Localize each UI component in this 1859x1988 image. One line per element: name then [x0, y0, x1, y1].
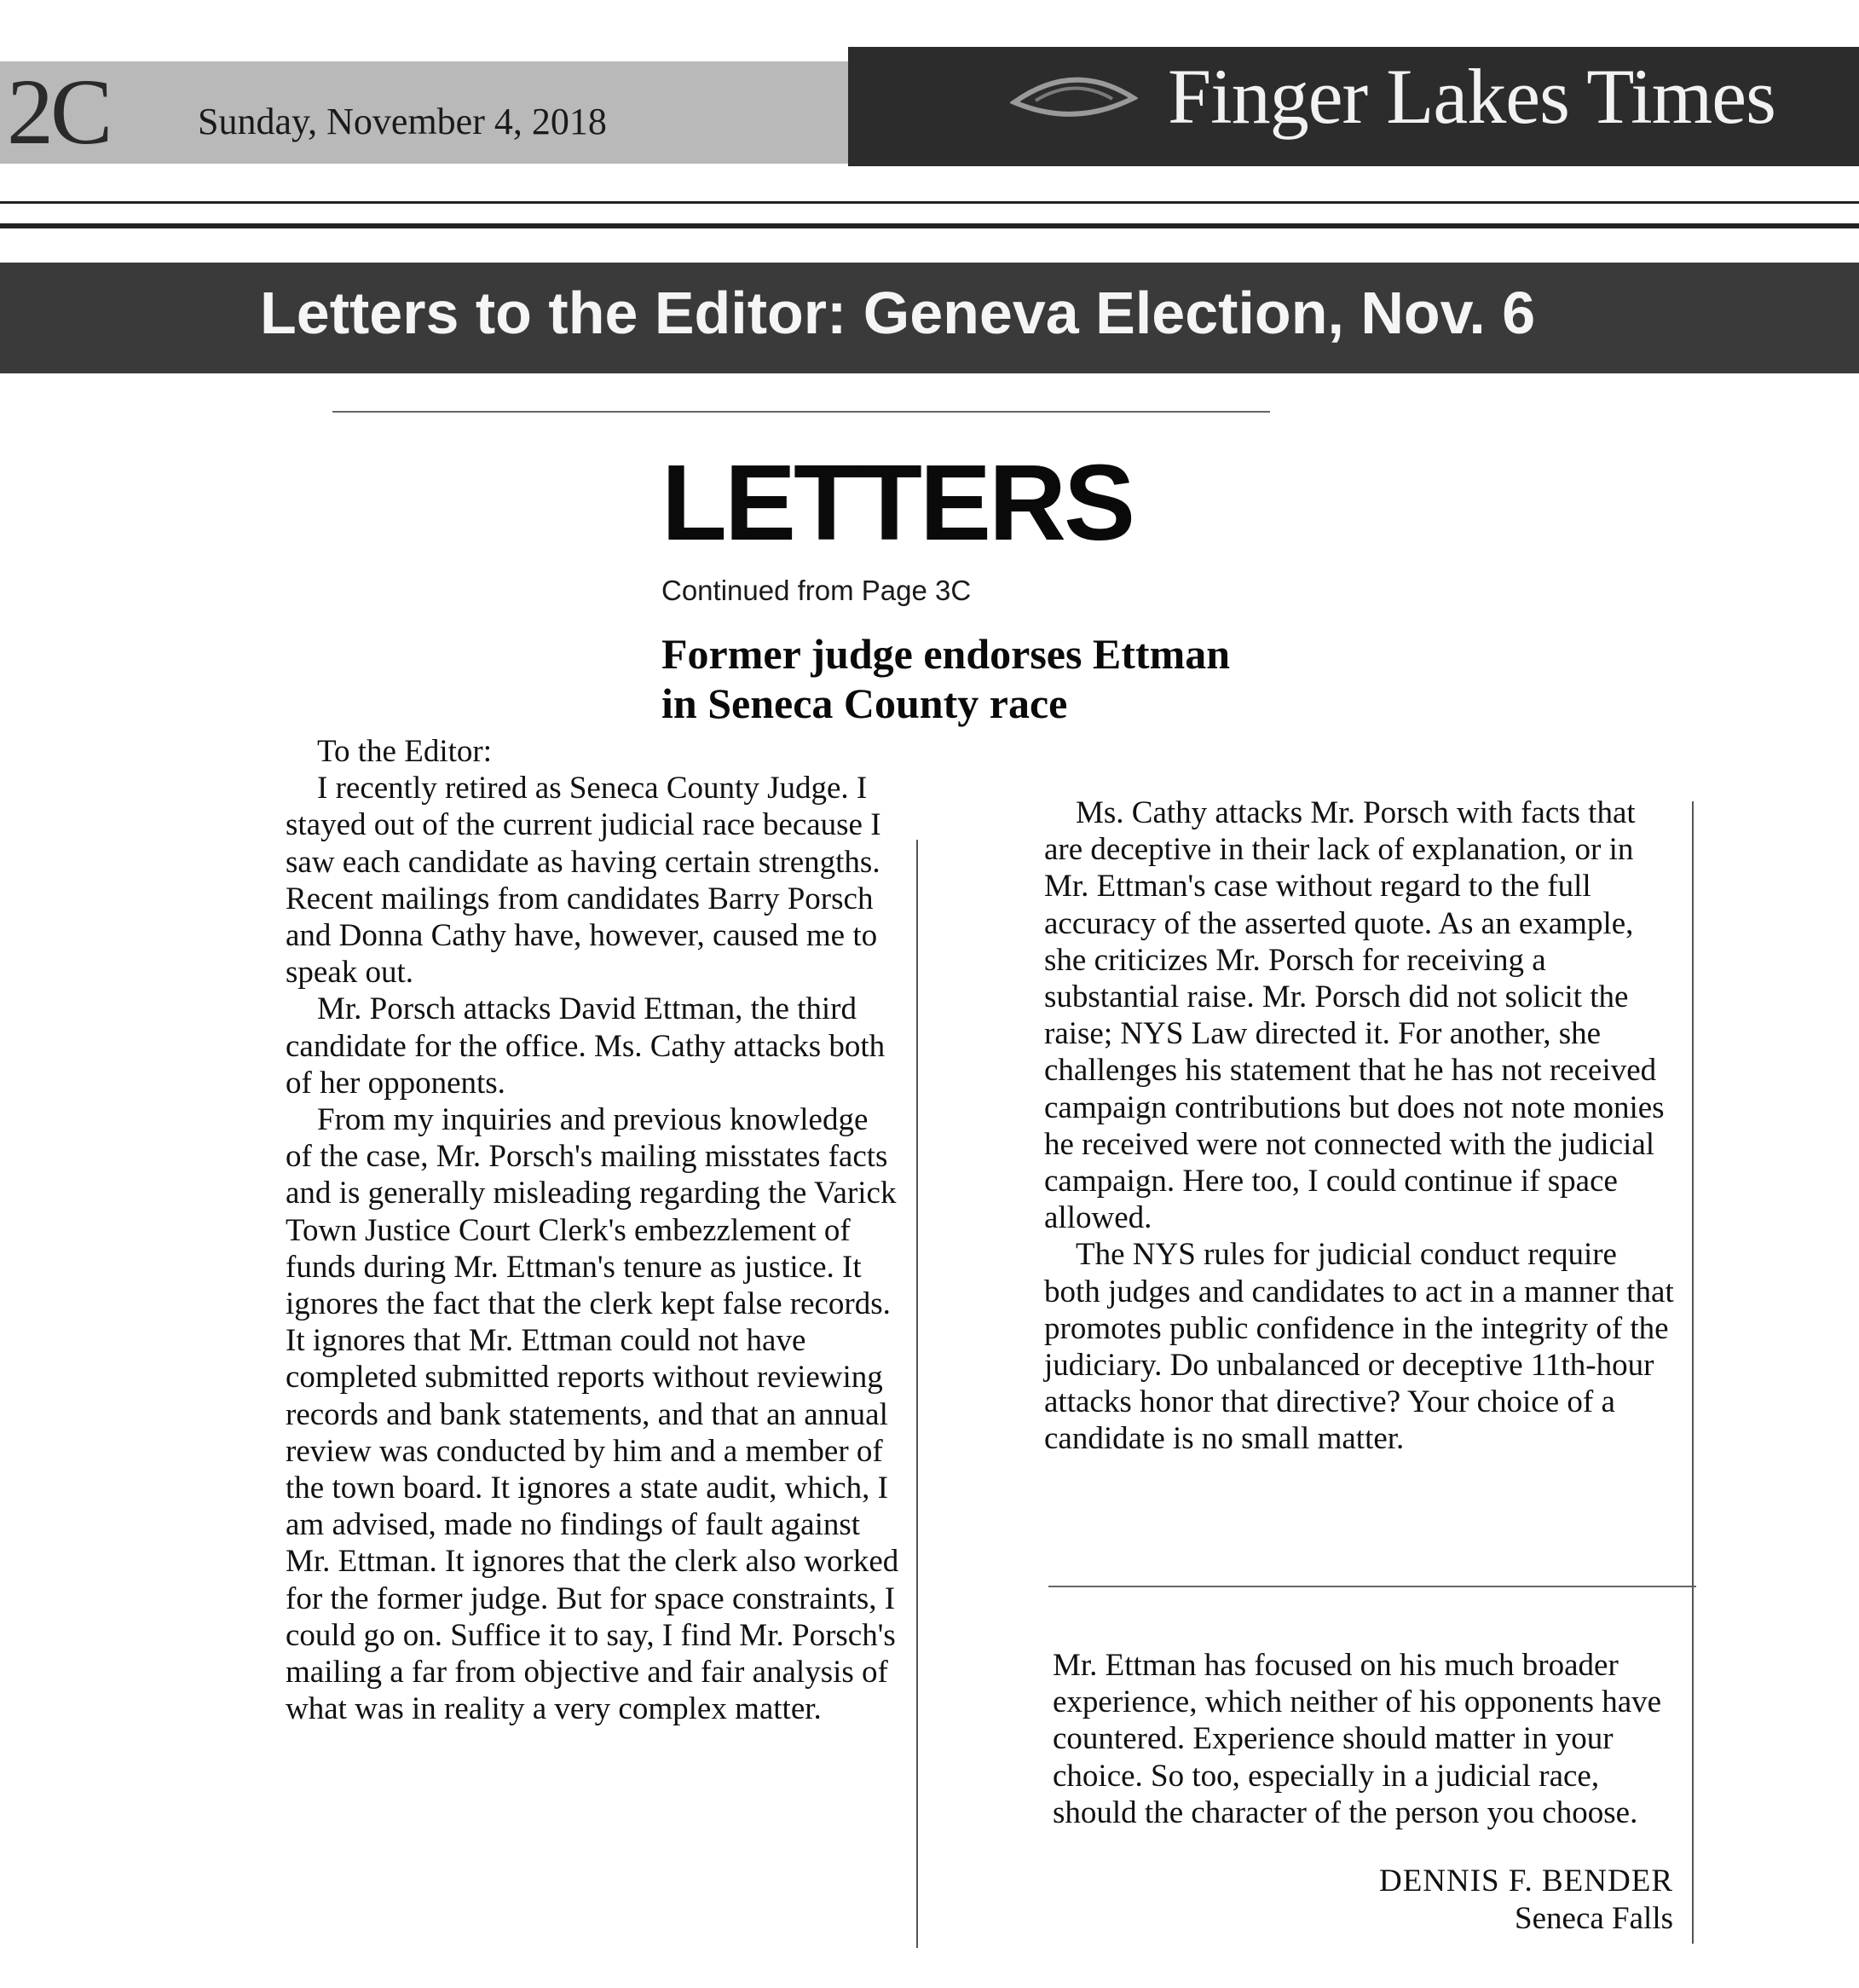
page-number: 2C — [7, 60, 110, 164]
column-divider — [916, 840, 918, 1948]
letter-column-right — [1044, 795, 1675, 1458]
section-title: Letters to the Editor: Geneva Election, Nov. 6 — [260, 280, 1536, 346]
eye-logo-icon — [1010, 60, 1138, 136]
signature-name: DENNIS F. BENDER — [1378, 1864, 1673, 1898]
newspaper-name: Finger Lakes Times — [1168, 53, 1775, 140]
salutation: To the Editor: — [317, 734, 492, 769]
continued-note: Continued from Page 3C — [661, 575, 972, 606]
paragraph: The NYS rules for judicial conduct require both judges and candidates to act in a manner that promotes public confidence in the integrity of the judiciary. Do unbalanced or deceptive 11th-hour attacks honor that directive? Your choice of a candidate is no small matter. — [1044, 1237, 1674, 1457]
letter-closing-paragraph — [1053, 1615, 1683, 1863]
paragraph: From my inquiries and previous knowledge of the case, Mr. Porsch's mailing misstates facts and is generally misleading regarding the Varick Town Justice Court Clerk's embezzlement of funds during Mr. Ettman's tenure as justice. It ignores the fact that the clerk kept false records. It ignores that Mr. Ettman could not have completed submitted reports without reviewing records and bank statements, and that an annual review was conducted by him and a member of the town board. It ignores a state audit, which, I am advised, made no findings of fault against Mr. Ettman. It ignores that the clerk also worked for the former judge. But for space constraints, I could go on. Suffice it to say, I find Mr. Porsch's mailing a far from objective and fair analysis of what was in reality a very complex matter. — [286, 1102, 899, 1727]
paragraph: Mr. Porsch attacks David Ettman, the third candidate for the office. Ms. Cathy attacks both of her opponents. — [286, 991, 886, 1101]
masthead-divider — [0, 201, 1859, 204]
clipping-seam — [1048, 1586, 1696, 1587]
headline-line-2: in Seneca County race — [661, 679, 1068, 727]
paragraph: Ms. Cathy attacks Mr. Porsch with facts that are deceptive in their lack of explanation, or in Mr. Ettman's case without regard to the full accuracy of the asserted quote. As an example, she criticizes Mr. Porsch for receiving a substantial raise. Mr. Porsch did not solicit the raise; NYS Law directed it. For another, she challenges his statement that he has not received campaign contributions but does not note monies he received were not connected with the judicial campaign. Here too, I could continue if space allowed. — [1044, 795, 1665, 1236]
signature-block — [1236, 1863, 1673, 1938]
article-headline — [661, 629, 1230, 728]
headline-line-1: Former judge endorses Ettman — [661, 630, 1231, 678]
right-margin-rule — [1692, 801, 1694, 1944]
paragraph: I recently retired as Seneca County Judge. I stayed out of the current judicial race because I saw each candidate as having certain strengths. Recent mailings from candidates Barry Porsch and Donna Cathy have, however, caused me to speak out. — [286, 771, 881, 991]
letters-heading: LETTERS — [661, 442, 1134, 563]
letter-column-left — [286, 733, 899, 1727]
signature-location: Seneca Falls — [1515, 1901, 1673, 1936]
masthead-divider-thick — [0, 223, 1859, 228]
paragraph: Mr. Ettman has focused on his much broader experience, which neither of his opponents have countered. Experience should matter in your choice. So too, especially in a judicial race, should the character of the person you choose. — [1053, 1648, 1662, 1830]
section-underline — [332, 411, 1270, 413]
publication-date: Sunday, November 4, 2018 — [198, 101, 607, 142]
